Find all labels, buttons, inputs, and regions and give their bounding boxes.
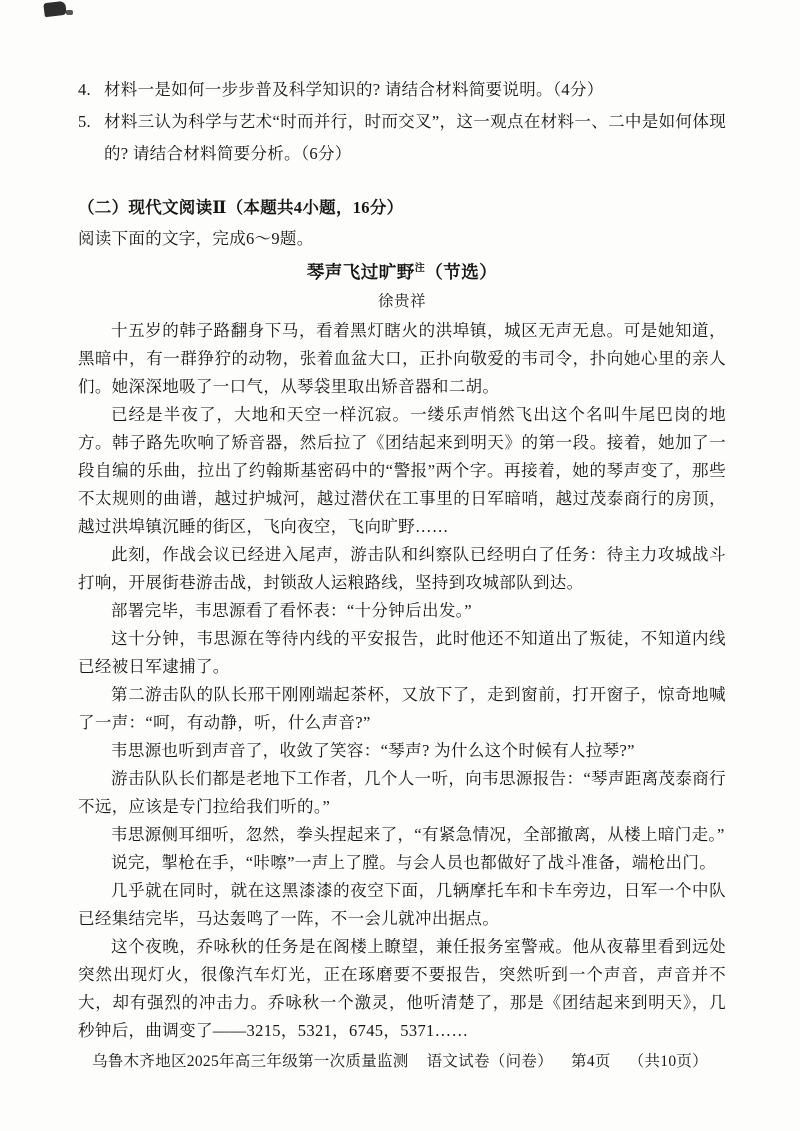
reading-instruction: 阅读下面的文字，完成6～9题。 [78, 229, 314, 248]
question-5 [78, 106, 726, 170]
footer-total-pages: （共10页） [628, 1053, 708, 1070]
question-text: 材料一是如何一步步普及科学知识的? 请结合材料简要说明。（4分） [104, 80, 604, 99]
article-paragraph: 第二游击队的队长邢干刚刚端起茶杯，又放下了，走到窗前，打开窗子，惊奇地喊了一声：“呵，有动静，听，什么声音?” [78, 684, 726, 732]
article-author: 徐贵祥 [377, 292, 426, 310]
scan-artifact [43, 1, 67, 18]
article-paragraph: 这个夜晚，乔咏秋的任务是在阁楼上瞭望，兼任报务室警戒。他从夜幕里看到远处突然出现灯火，很像汽车灯光，正在琢磨要不要报告，突然听到一个声音，声音并不大，却有强烈的冲击力。乔咏秋一个激灵，他听清楚了，那是《团结起来到明天》，几秒钟后，曲调变了——3215，5321，6745，5371…… [78, 936, 726, 1040]
article-paragraph: 十五岁的韩子路翻身下马，看着黑灯瞎火的洪埠镇，城区无声无息。可是她知道，黑暗中，有一群狰狞的动物，张着血盆大口，正扑向敬爱的韦司令，扑向她心里的亲人们。她深深地吸了一口气，从琴袋里取出矫音器和二胡。 [78, 320, 726, 396]
article-paragraph: 已经是半夜了，大地和天空一样沉寂。一缕乐声悄然飞出这个名叫牛尾巴岗的地方。韩子路先吹响了矫音器，然后拉了《团结起来到明天》的第一段。接着，她加了一段自编的乐曲，拉出了约翰斯基密码中的“警报”两个字。再接着，她的琴声变了，那些不太规则的曲谱，越过护城河，越过潜伏在工事里的日军暗哨，越过茂泰商行的房顶，越过洪埠镇沉睡的街区，飞向夜空，飞向旷野…… [78, 404, 726, 536]
article-paragraph: 韦思源侧耳细听，忽然，拳头捏起来了，“有紧急情况，全部撤离，从楼上暗门走。” [111, 824, 725, 844]
article-title-suffix: （节选） [425, 261, 498, 282]
page-footer [0, 1049, 800, 1071]
article-paragraph: 几乎就在同时，就在这黑漆漆的夜空下面，几辆摩托车和卡车旁边，日军一个中队已经集结完毕，马达轰鸣了一阵，不一会儿就冲出据点。 [78, 880, 726, 928]
article-body [78, 317, 726, 1045]
article-title-text: 琴声飞过旷野 [306, 261, 415, 282]
article-paragraph: 部署完毕，韦思源看了看怀表：“十分钟后出发。” [111, 600, 472, 620]
question-number: 4. [78, 80, 91, 99]
question-4 [78, 74, 726, 106]
scan-artifact [66, 10, 73, 15]
question-text: 材料三认为科学与艺术“时而并行，时而交叉”，这一观点在材料一、二中是如何体现的? 请结合材料简要分析。（6分） [104, 112, 726, 163]
page-content [78, 74, 726, 1045]
article-paragraph: 游击队队长们都是老地下工作者，几个人一听，向韦思源报告：“琴声距离茂泰商行不远，应该是专门拉给我们听的。” [78, 768, 726, 816]
article-paragraph: 说完，掣枪在手，“咔嚓”一声上了膛。与会人员也都做好了战斗准备，端枪出门。 [111, 852, 717, 872]
footer-subject: 语文试卷（问卷） [426, 1053, 554, 1070]
section-heading: （二）现代文阅读Ⅱ（本题共4小题，16分） [78, 198, 404, 217]
footer-page-number: 第4页 [571, 1053, 611, 1070]
article-paragraph: 韦思源也听到声音了，收敛了笑容：“琴声? 为什么这个时候有人拉琴?” [111, 740, 635, 760]
article-paragraph: 这十分钟，韦思源在等待内线的平安报告，此时他还不知道出了叛徒，不知道内线已经被日军逮捕了。 [78, 628, 726, 676]
article-title [78, 254, 726, 287]
question-number: 5. [78, 112, 91, 131]
article-paragraph: 此刻，作战会议已经进入尾声，游击队和纠察队已经明白了任务：待主力攻城战斗打响，开展街巷游击战，封锁敌人运粮路线，坚持到攻城部队到达。 [78, 544, 726, 592]
footer-exam-title: 乌鲁木齐地区2025年高三年级第一次质量监测 [92, 1053, 409, 1070]
title-footnote-marker: 注 [414, 263, 426, 274]
